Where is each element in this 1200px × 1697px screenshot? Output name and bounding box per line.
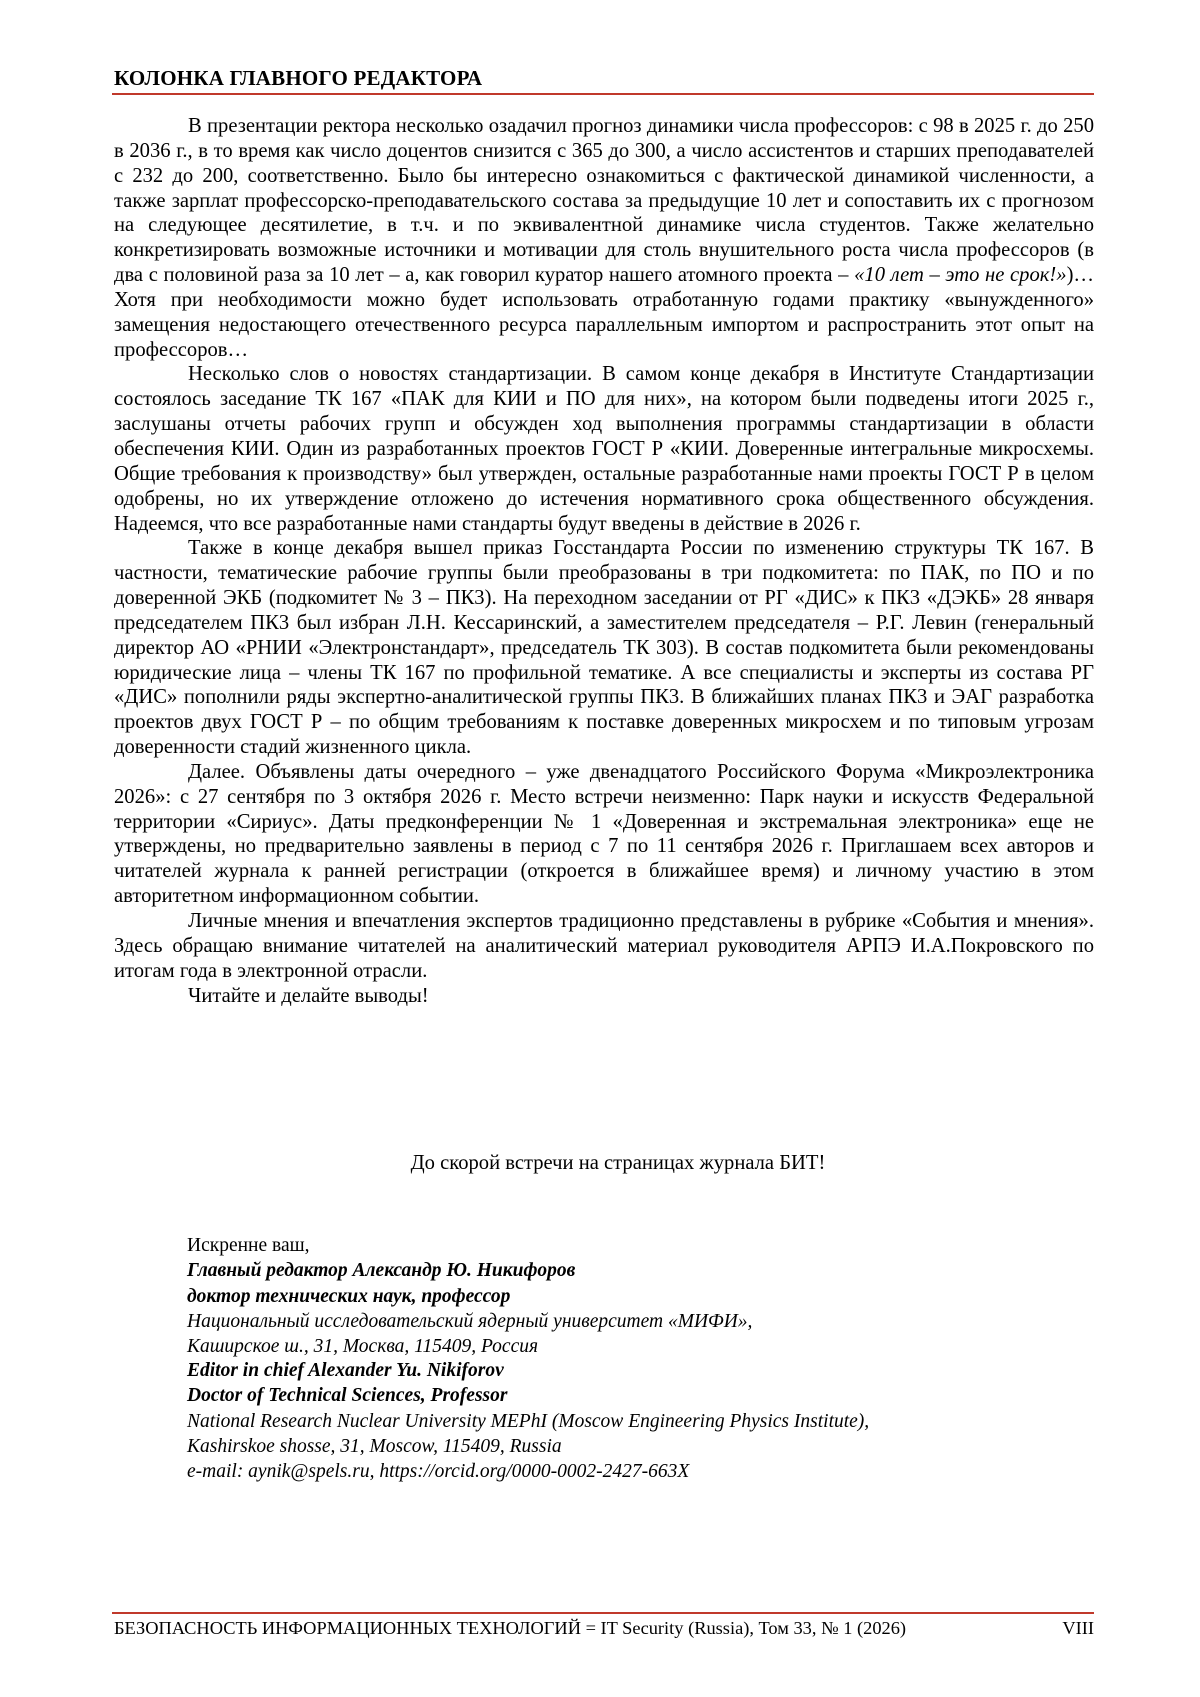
section-title: КОЛОНКА ГЛАВНОГО РЕДАКТОРА <box>114 66 483 90</box>
signature-ru <box>187 1233 1087 1359</box>
paragraph-tk167-structure: Также в конце декабря вышел приказ Госстандарта России по изменению структуры ТК 167. В частности, тематические рабочие группы были преобразованы в три подкомитета: по ПАК, по ПО и по доверенной ЭКБ (подкомитет № 3 – ПК3). На переходном заседании от РГ «ДИС» к ПК3 «ДЭКБ» 28 января председателем ПК3 был избран Л.Н. Кессаринский, а заместителем председателя – Р.Г. Левин (генеральный директор АО «РНИИ «Электронстандарт», председатель ТК 303). В состав подкомитета были рекомендованы юридические лица – члены ТК 167 по профильной тематике. А все специалисты и эксперты из состава РГ «ДИС» пополнили ряды экспертно-аналитической группы ПК3. В ближайших планах ПК3 и ЭАГ разработка проектов двух ГОСТ Р – по общим требованиям к поставке доверенных микросхем и по типовым угрозам доверенности стадий жизненного цикла. <box>114 537 1094 759</box>
footer-divider <box>112 1612 1094 1614</box>
paragraph-standardization-news: Несколько слов о новостях стандартизации. В самом конце декабря в Институте Стандартизации состоялось заседание ТК 167 «ПАК для КИИ и ПО для них», на котором были подведены итоги 2025 г., заслушаны отчеты рабочих групп и обсужден ход выполнения программы стандартизации в области обеспечения КИИ. Один из разработанных проектов ГОСТ Р «КИИ. Доверенные интегральные микросхемы. Общие требования к производству» был утвержден, остальные разработанные нами проекты ГОСТ Р в целом одобрены, но их утверждение отложено до истечения нормативного срока общественного обсуждения. Надеемся, что все разработанные нами стандарты будут введены в действие в 2026 г. <box>114 363 1094 535</box>
paragraph-events-opinions: Личные мнения и впечатления экспертов традиционно представлены в рубрике «События и мнения». Здесь обращаю внимание читателей на аналитический материал руководителя АРПЭ И.А.Покровского по итогам года в электронной отрасли. <box>114 910 1094 982</box>
page-footer <box>114 1618 1094 1639</box>
signature-affiliation-en: National Research Nuclear University MEPhI (Moscow Engineering Physics Institute), <box>187 1410 870 1432</box>
signature-address-en: Kashirskoe shosse, 31, Moscow, 115409, Russia <box>187 1435 562 1457</box>
paragraph-forum-dates: Далее. Объявлены даты очередного – уже двенадцатого Российского Форума «Микроэлектроника 2026»: с 27 сентября по 3 октября 2026 г. Место встречи неизменно: Парк науки и искусств Федеральной территории «Сириус». Даты предконференции № 1 «Доверенная и экстремальная электроника» еще не утверждены, но предварительно заявлены в период с 7 по 11 сентября 2026 г. Приглашаем всех авторов и читателей журнала к ранней регистрации (откроется в ближайшее время) и личному участию в этом авторитетном информационном событии. <box>114 760 1094 908</box>
signature-address-ru: Каширское ш., 31, Москва, 115409, Россия <box>187 1336 539 1358</box>
paragraph-read-and-conclude: Читайте и делайте выводы! <box>188 984 429 1007</box>
article-body <box>114 114 1094 1008</box>
paragraph-text: )… Хотя при необходимости можно будет использовать отработанную годами практику «вынужденного» замещения недостающего отечественного ресурса параллельным импортом и распространить этот опыт на профессоров… <box>114 264 1095 361</box>
signature-greeting: Искренне ваш, <box>187 1235 310 1256</box>
footer-page-number: VIII <box>1062 1618 1094 1638</box>
signature-en <box>187 1358 1087 1484</box>
header-divider <box>112 93 1094 95</box>
quote-text: «10 лет – это не срок!» <box>854 264 1067 287</box>
signature-title-en: Editor in chief Alexander Yu. Nikiforov <box>187 1360 504 1381</box>
signature-affiliation-ru: Национальный исследовательский ядерный университет «МИФИ», <box>187 1310 753 1332</box>
signature-contact: e-mail: aynik@spels.ru, https://orcid.org/0000-0002-2427-663X <box>187 1461 690 1483</box>
farewell-line: До скорой встречи на страницах журнала БИТ! <box>410 1152 826 1174</box>
signature-degree-en: Doctor of Technical Sciences, Professor <box>187 1385 508 1407</box>
paragraph-text: В презентации ректора несколько озадачил прогноз динамики числа профессоров: с 98 в 2025 г. до 250 в 2036 г., в то время как число доцентов снизится с 365 до 300, а число ассистентов и старших преподавателей с 232 до 200, соответственно. Было бы интересно ознакомиться с фактической динамикой численности, а также зарплат профессорско-преподавательского состава за предыдущие 10 лет и сопоставить их с прогнозом на следующее десятилетие, в т.ч. и по эквивалентной динамике числа студентов. Также желательно конкретизировать возможные источники и мотивации для столь внушительного роста числа профессоров (в два с половиной раза за 10 лет – а, как говорил куратор нашего атомного проекта – <box>114 115 1094 287</box>
footer-journal-title: БЕЗОПАСНОСТЬ ИНФОРМАЦИОННЫХ ТЕХНОЛОГИЙ = IT Security (Russia), Том 33, № 1 (2026) <box>114 1618 907 1638</box>
signature-title-ru: Главный редактор Александр Ю. Никифоров <box>187 1260 576 1282</box>
signature-degree-ru: доктор технических наук, профессор <box>187 1285 511 1307</box>
paragraph-rector-forecast <box>114 114 1094 362</box>
